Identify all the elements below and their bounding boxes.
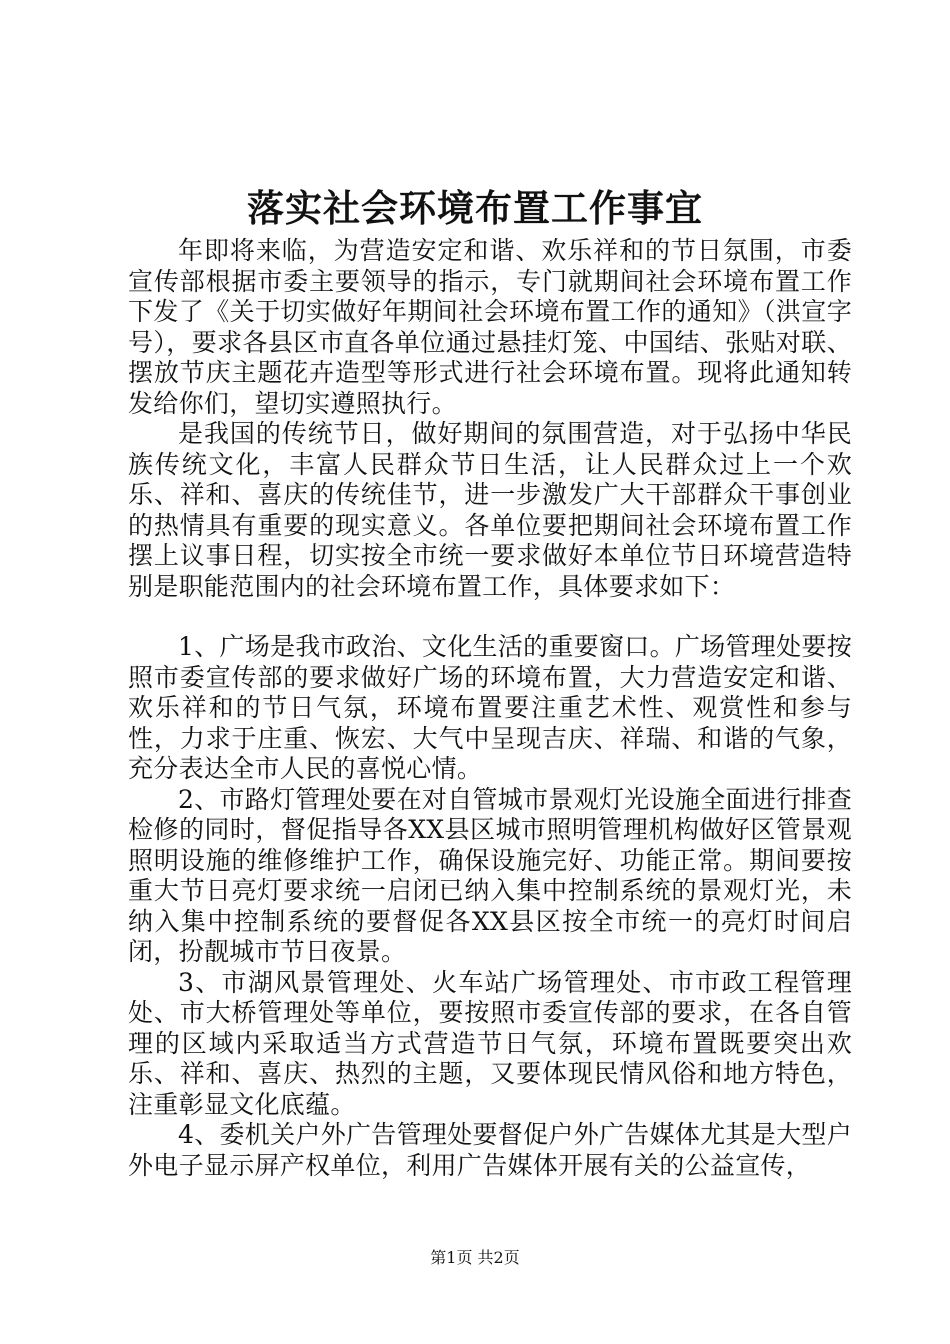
paragraph-item-4: 4、委机关户外广告管理处要督促户外广告媒体尤其是大型户外电子显示屏产权单位，利用广告媒体开展有关的公益宣传， <box>128 1120 853 1180</box>
document-body <box>128 236 852 1181</box>
paragraph-item-1: 1、广场是我市政治、文化生活的重要窗口。广场管理处要按照市委宣传部的要求做好广场的环境布置，大力营造安定和谐、欢乐祥和的节日气氛，环境布置要注重艺术性、观赏性和参与性，力求于庄重、恢宏、大气中呈现吉庆、祥瑞、和谐的气象，充分表达全市人民的喜悦心情。 <box>128 632 853 783</box>
document-title: 落实社会环境布置工作事宜 <box>247 186 703 230</box>
paragraph-intro: 年即将来临，为营造安定和谐、欢乐祥和的节日氛围，市委宣传部根据市委主要领导的指示，专门就期间社会环境布置工作下发了《关于切实做好年期间社会环境布置工作的通知》（洪宣字号），要求各县区市直各单位通过悬挂灯笼、中国结、张贴对联、摆放节庆主题花卉造型等形式进行社会环境布置。现将此通知转发给你们，望切实遵照执行。 <box>128 236 852 418</box>
paragraph-item-2: 2、市路灯管理处要在对自管城市景观灯光设施全面进行排查检修的同时，督促指导各XX县区城市照明管理机构做好区管景观照明设施的维修维护工作，确保设施完好、功能正常。期间要按重大节日亮灯要求统一启闭已纳入集中控制系统的景观灯光，未纳入集中控制系统的要督促各XX县区按全市统一的亮灯时间启闭，扮靓城市节日夜景。 <box>128 784 853 966</box>
page-number-footer: 第1页 共2页 <box>430 1248 520 1267</box>
paragraph-significance: 是我国的传统节日，做好期间的氛围营造，对于弘扬中华民族传统文化，丰富人民群众节日生活，让人民群众过上一个欢乐、祥和、喜庆的传统佳节，进一步激发广大干部群众干事创业的热情具有重要的现实意义。各单位要把期间社会环境布置工作摆上议事日程，切实按全市统一要求做好本单位节日环境营造特别是职能范围内的社会环境布置工作，具体要求如下： <box>128 419 852 601</box>
paragraph-item-3: 3、市湖风景管理处、火车站广场管理处、市市政工程管理处、市大桥管理处等单位，要按照市委宣传部的要求，在各自管理的区域内采取适当方式营造节日气氛，环境布置既要突出欢乐、祥和、喜庆、热烈的主题，又要体现民情风俗和地方特色，注重彰显文化底蕴。 <box>128 967 852 1119</box>
